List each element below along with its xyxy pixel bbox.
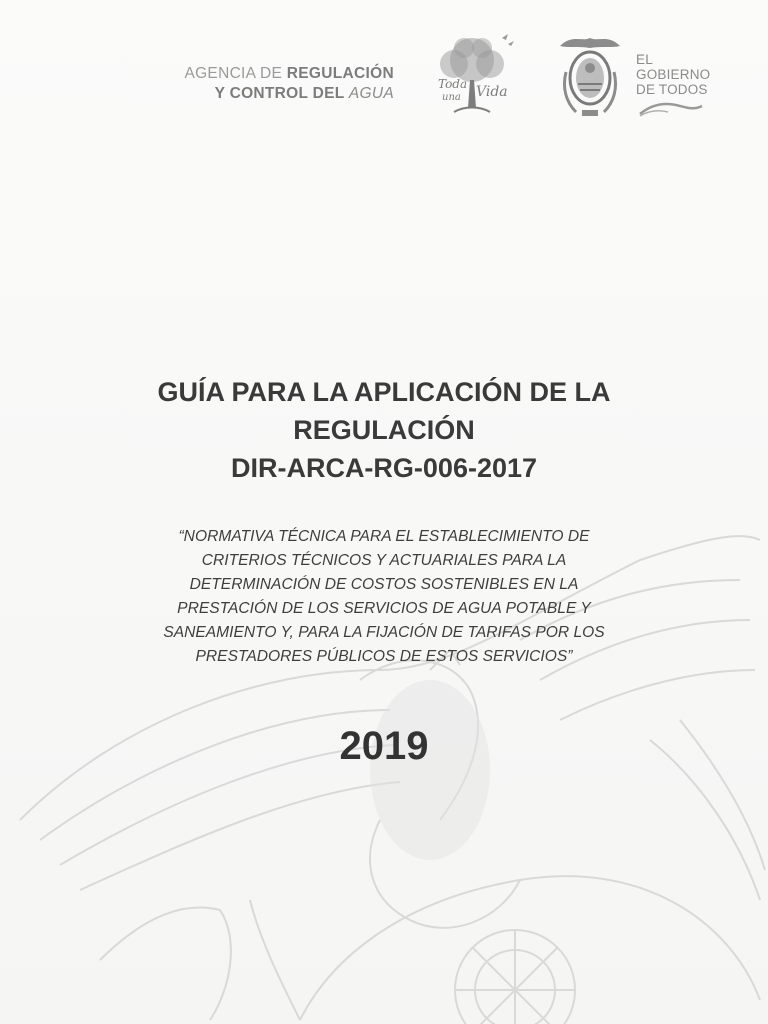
subtitle-line: PRESTACIÓN DE LOS SERVICIOS DE AGUA POTABLE Y [177, 600, 591, 617]
gov-line: EL [636, 52, 653, 67]
document-subtitle [104, 525, 664, 669]
subtitle-line: SANEAMIENTO Y, PARA LA FIJACIÓN DE TARIFAS POR LOS [163, 624, 605, 641]
document-year: 2019 [339, 724, 429, 768]
gov-line: DE TODOS [636, 82, 708, 97]
subtitle-line: CRITERIOS TÉCNICOS Y ACTUARIALES PARA LA [201, 552, 567, 569]
swoosh-icon [636, 96, 706, 118]
title-line: REGULACIÓN [293, 415, 475, 445]
government-logo-text [636, 52, 716, 97]
gov-line: GOBIERNO [636, 67, 711, 82]
agency-name-part: REGULACIÓN [286, 65, 394, 82]
agency-name-part: AGENCIA DE [184, 65, 287, 82]
document-title [84, 373, 684, 487]
title-line: GUÍA PARA LA APLICACIÓN DE LA [157, 377, 611, 407]
agency-name-part: Y CONTROL DEL [214, 85, 349, 102]
svg-text:Toda: Toda [438, 77, 468, 91]
subtitle-line: “NORMATIVA TÉCNICA PARA EL ESTABLECIMIENTO DE [178, 528, 590, 545]
agency-logo-text [150, 64, 394, 104]
agency-name-part: AGUA [348, 85, 394, 102]
tree-logo-icon [424, 30, 520, 122]
subtitle-line: PRESTADORES PÚBLICOS DE ESTOS SERVICIOS” [195, 648, 573, 665]
subtitle-line: DETERMINACIÓN DE COSTOS SOSTENIBLES EN LA [189, 576, 579, 593]
regulation-code: DIR-ARCA-RG-006-2017 [230, 453, 538, 483]
coat-of-arms-icon [552, 32, 628, 120]
svg-text:una: una [442, 92, 461, 103]
svg-text:Vida: Vida [476, 84, 508, 100]
